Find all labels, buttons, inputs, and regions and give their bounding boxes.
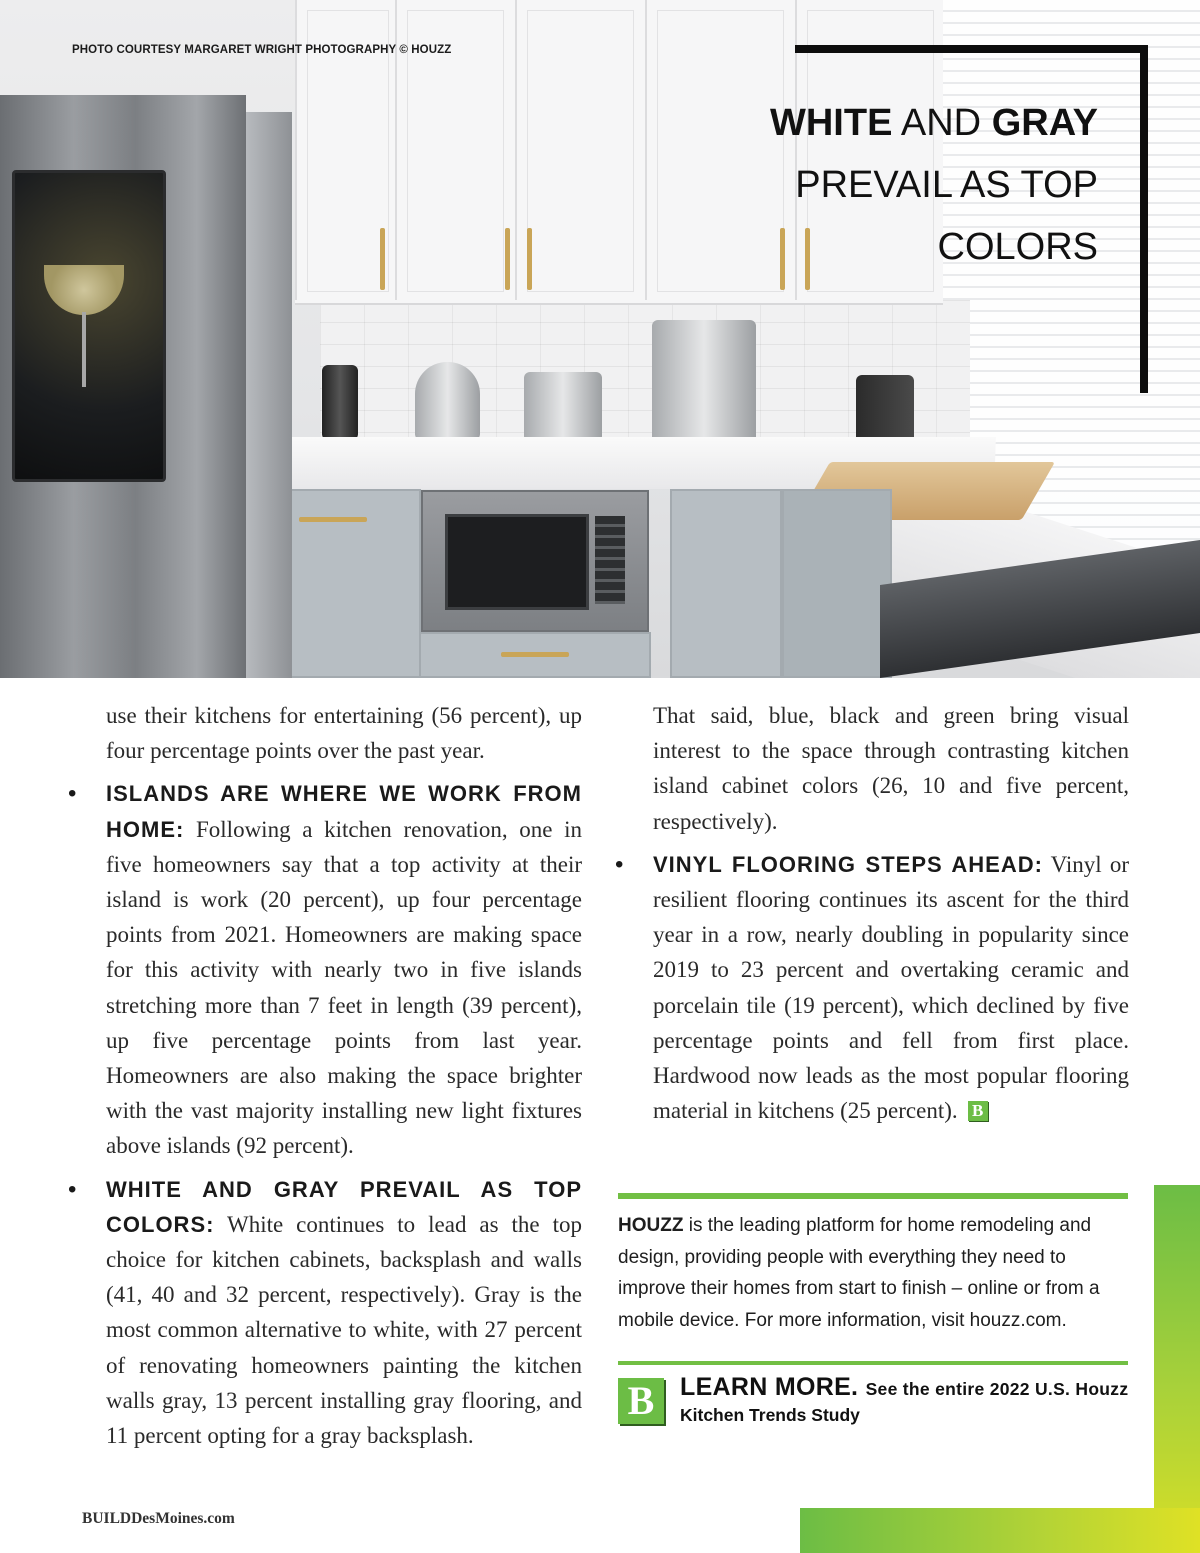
photo-credit: PHOTO COURTESY MARGARET WRIGHT PHOTOGRAPHY © HOUZZ bbox=[72, 44, 452, 56]
right-column bbox=[615, 698, 1129, 1128]
houzz-top-rule bbox=[618, 1193, 1128, 1199]
bullet-islands-text bbox=[106, 776, 582, 1163]
left-continuation-text: use their kitchens for entertaining (56 percent), up four percentage points over the past year. bbox=[106, 703, 582, 764]
build-b-logo: B bbox=[618, 1378, 664, 1424]
learn-more-text-1[interactable]: See the entire 2022 U.S. Houzz bbox=[865, 1379, 1129, 1399]
hero-title bbox=[678, 92, 1098, 278]
left-column bbox=[68, 698, 583, 1453]
hero-title-line-2: PREVAIL AS TOP bbox=[795, 164, 1098, 206]
hero-title-line-3: COLORS bbox=[937, 226, 1098, 268]
houzz-brand: HOUZZ bbox=[618, 1215, 684, 1236]
learn-more-text-2[interactable]: Kitchen Trends Study bbox=[680, 1405, 860, 1425]
refrigerator-screen bbox=[12, 170, 166, 482]
espresso-machine bbox=[652, 320, 756, 450]
bullet-islands-body: Following a kitchen renovation, one in five homeowners say that a top activity at their island is work (20 percent), up four percentage points from 2021. Homeowners are making space for this activity with nearly two in five islands stretching more than 7 feet in length (39 percent), up five percentage points from last year. Homeowners are also making the space brighter with the vast majority installing new light fixtures above islands (92 percent). bbox=[106, 816, 583, 1159]
houzz-blurb bbox=[618, 1210, 1128, 1336]
glass-stem bbox=[82, 312, 86, 387]
hero-title-word-and: AND bbox=[900, 102, 982, 144]
hero-title-word-white: WHITE bbox=[769, 102, 893, 144]
bullet-colors-body: White continues to lead as the top choice for kitchen cabinets, backsplash and walls (41, 40 and 32 percent, respectively). Gray is the most common alternative to white, with 27 percent of renovating homeowners painting the kitchen walls gray, 13 percent installing gray flooring, and 11 percent opting for a gray backsplash. bbox=[106, 1211, 582, 1449]
bullet-colors-text bbox=[106, 1172, 582, 1454]
toaster bbox=[524, 372, 602, 442]
green-accent-bar-bottom bbox=[800, 1508, 1200, 1553]
bullet-dot: • bbox=[615, 850, 624, 878]
lower-cabinet-right bbox=[670, 489, 782, 678]
footer-website[interactable]: BUILDDesMoines.com bbox=[82, 1510, 235, 1527]
bullet-islands bbox=[68, 776, 583, 1163]
bullet-colors-heading: WHITE AND GRAY PREVAIL AS TOP COLORS: bbox=[106, 1176, 582, 1237]
hero-title-word-gray: GRAY bbox=[991, 102, 1098, 144]
can-opener bbox=[322, 365, 358, 440]
lower-cabinet-corner bbox=[782, 489, 892, 678]
built-in-microwave bbox=[421, 490, 649, 632]
bullet-dot: • bbox=[68, 780, 77, 808]
learn-more-line-1 bbox=[680, 1373, 1128, 1402]
bullet-vinyl-text bbox=[653, 847, 1129, 1129]
bullet-dot: • bbox=[68, 1175, 77, 1203]
end-mark-b-logo: B bbox=[968, 1101, 988, 1121]
bullet-vinyl-heading: VINYL FLOORING STEPS AHEAD: bbox=[653, 851, 1043, 877]
bullet-colors bbox=[68, 1172, 582, 1454]
bullet-vinyl-body: Vinyl or resilient flooring continues its ascent for the third year in a row, nearly doubling in popularity since 2019 to 23 percent and overtaking ceramic and porcelain tile (19 percent), which declined by five percentage points and fell from first place. Hardwood now leads as the most popular flooring material in kitchens (25 percent). bbox=[653, 851, 1129, 1124]
bullet-islands-heading: ISLANDS ARE WHERE WE WORK FROM HOME: bbox=[106, 781, 582, 842]
lower-cabinet-drawer bbox=[419, 632, 651, 678]
learn-more-box bbox=[618, 1373, 1138, 1433]
kitchen-scale bbox=[415, 362, 480, 440]
learn-more-heading: LEARN MORE. bbox=[680, 1373, 859, 1401]
houzz-description: is the leading platform for home remodeling and design, providing people with everything they need to improve their homes from start to finish – online or from a mobile device. For more information, visit houzz.com. bbox=[618, 1215, 1100, 1331]
right-continuation-text: That said, blue, black and green bring visual interest to the space through contrasting kitchen island cabinet colors (26, 10 and five percent, respectively). bbox=[653, 703, 1129, 834]
learn-more-top-rule bbox=[618, 1361, 1128, 1365]
bullet-vinyl bbox=[615, 847, 1129, 1129]
green-accent-bar-right bbox=[1154, 1185, 1200, 1553]
